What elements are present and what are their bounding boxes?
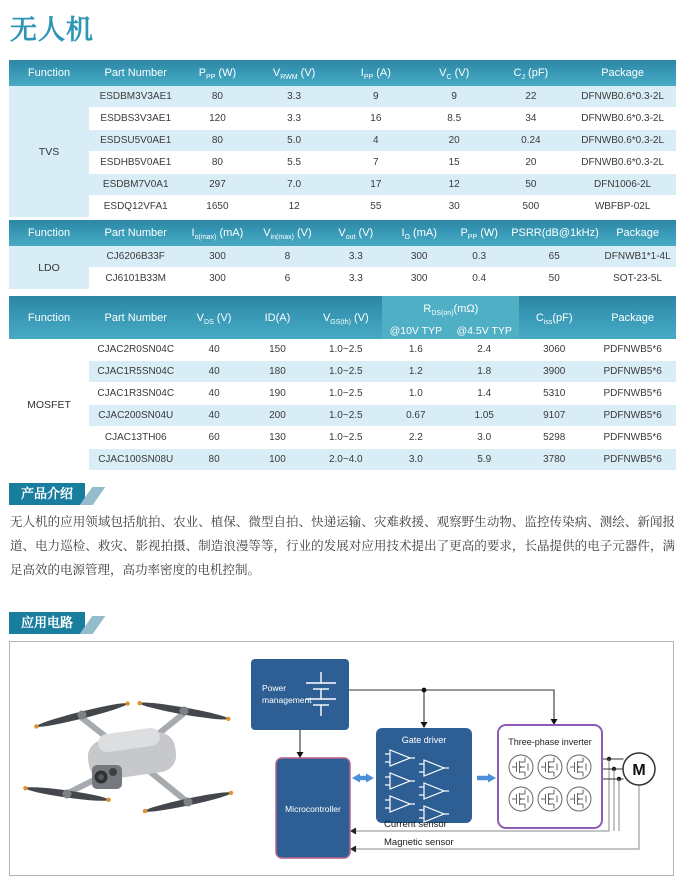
cell: 5298 (519, 427, 589, 449)
table-row (9, 196, 676, 218)
cell: 0.67 (382, 405, 449, 427)
table-row (9, 383, 676, 405)
ldo-header-row (9, 220, 676, 246)
function-cell-mosfet: MOSFET (9, 339, 89, 471)
cell: 120 (182, 108, 252, 130)
col-header-part-number: Part Number (89, 296, 182, 339)
cell: 12 (416, 174, 493, 196)
cell: 1.0~2.5 (309, 361, 382, 383)
inverter-label: Three-phase inverter (508, 737, 592, 748)
cell: 6 (252, 268, 322, 290)
col-header-ppp: $P_{PP}$ (W) (182, 60, 252, 86)
mosfet-table (9, 296, 676, 471)
ldo-table (9, 220, 676, 290)
inverter-block (498, 725, 602, 828)
cell: CJAC1R5SN04C (89, 361, 182, 383)
cell: 15 (416, 152, 493, 174)
col-header-package: Package (569, 60, 676, 86)
table-row (9, 86, 676, 108)
col-header-io: $I_O$ (mA) (389, 220, 449, 246)
col-header-function: Function (9, 220, 89, 246)
cell: ESDBS3V3AE1 (89, 108, 182, 130)
cell: 7.0 (252, 174, 335, 196)
col-header-function: Function (9, 296, 89, 339)
cell: 3060 (519, 339, 589, 361)
cell: 3.3 (322, 268, 389, 290)
circuit-section-badge: 应用电路 (9, 612, 85, 634)
cell: 1.0~2.5 (309, 383, 382, 405)
cell: 5.0 (252, 130, 335, 152)
power-label-line2: management (262, 695, 312, 706)
cell: CJAC13TH06 (89, 427, 182, 449)
cell: 1.0~2.5 (309, 339, 382, 361)
cell: 5.5 (252, 152, 335, 174)
table-row (9, 130, 676, 152)
cell: ESDBM3V3AE1 (89, 86, 182, 108)
cell: 3.0 (449, 427, 519, 449)
col-header-psrr: PSRR(dB@1kHz) (509, 220, 599, 246)
cell: 80 (182, 86, 252, 108)
gate-driver-label: Gate driver (401, 735, 447, 746)
cell: 300 (182, 246, 252, 268)
cell: 5.9 (449, 449, 519, 471)
cell: 3780 (519, 449, 589, 471)
col-header-function: Function (9, 60, 89, 86)
cell: DFNWB0.6*0.3-2L (569, 86, 676, 108)
cell: SOT-23-5L (599, 268, 676, 290)
col-header-vds: $V_{DS}$ (V) (182, 296, 245, 339)
col-header-vrwm: $V_{RWM}$ (V) (252, 60, 335, 86)
cell: 3.3 (252, 86, 335, 108)
col-header-ciss: $C_{iss}(pF)$ (519, 296, 589, 339)
phase-wires (602, 759, 624, 779)
cell: 1.05 (449, 405, 519, 427)
table-row (9, 405, 676, 427)
cell: 2.4 (449, 339, 519, 361)
cell: 80 (182, 449, 245, 471)
tvs-table (9, 60, 676, 218)
cell: 200 (246, 405, 309, 427)
camera-gimbal (92, 765, 122, 789)
cell: 3.3 (252, 108, 335, 130)
drone-image (23, 700, 233, 815)
cell: 2.0~4.0 (309, 449, 382, 471)
table-row (9, 339, 676, 361)
cell: 50 (509, 268, 599, 290)
cell: 8.5 (416, 108, 493, 130)
cell: 2.2 (382, 427, 449, 449)
cell: 150 (246, 339, 309, 361)
cell: 1650 (182, 196, 252, 218)
cell: DFNWB0.6*0.3-2L (569, 108, 676, 130)
cell: CJAC1R3SN04C (89, 383, 182, 405)
cell: 130 (246, 427, 309, 449)
cell: 300 (389, 246, 449, 268)
cell: PDFNWB5*6 (589, 449, 676, 471)
cell: 60 (182, 427, 245, 449)
col-header-vgsth: $V_{GS(th)}$ (V) (309, 296, 382, 339)
cell: 9107 (519, 405, 589, 427)
cell: 12 (252, 196, 335, 218)
cell: DFNWB0.6*0.3-2L (569, 130, 676, 152)
cell: 55 (336, 196, 416, 218)
cell: 22 (493, 86, 570, 108)
microcontroller-label: Microcontroller (285, 804, 341, 815)
cell: 34 (493, 108, 570, 130)
table-row (9, 152, 676, 174)
cell: CJAC2R0SN04C (89, 339, 182, 361)
cell: 1.2 (382, 361, 449, 383)
motor-circle (623, 753, 655, 785)
cell: 80 (182, 152, 252, 174)
cell: 40 (182, 361, 245, 383)
cell: 1.4 (449, 383, 519, 405)
cell: 4 (336, 130, 416, 152)
cell: PDFNWB5*6 (589, 361, 676, 383)
col-header-10v-typ: @10V TYP (382, 322, 449, 339)
cell: PDFNWB5*6 (589, 383, 676, 405)
cell: 3.0 (382, 449, 449, 471)
intro-section (9, 483, 676, 582)
cell: 1.0 (382, 383, 449, 405)
cell: 9 (336, 86, 416, 108)
col-header-4v5-typ: @4.5V TYP (449, 322, 519, 339)
cell: 16 (336, 108, 416, 130)
cell: ESDHB5V0AE1 (89, 152, 182, 174)
col-header-ipp: $I_{PP}$ (A) (336, 60, 416, 86)
table-row (9, 246, 676, 268)
circuit-section (9, 612, 676, 876)
power-management-block (251, 659, 349, 730)
cell: 180 (246, 361, 309, 383)
cell: 1.0~2.5 (309, 427, 382, 449)
sensor-arrowheads (350, 828, 356, 853)
col-header-part-number: Part Number (89, 220, 182, 246)
magnetic-sensor-label: Magnetic sensor (384, 837, 454, 849)
microcontroller-block (276, 758, 350, 858)
page-title: 无人机 (10, 15, 94, 45)
cell: 297 (182, 174, 252, 196)
cell: ESDSU5V0AE1 (89, 130, 182, 152)
cell: 1.6 (382, 339, 449, 361)
cell: DFNWB1*1-4L (599, 246, 676, 268)
gate-driver-block (376, 728, 472, 823)
cell: CJ6101B33M (89, 268, 182, 290)
cell: 20 (416, 130, 493, 152)
table-row (9, 449, 676, 471)
cell: 3900 (519, 361, 589, 383)
cell: 100 (246, 449, 309, 471)
cell: 500 (493, 196, 570, 218)
cell: 0.4 (449, 268, 509, 290)
cell: 40 (182, 383, 245, 405)
cell: DFNWB0.6*0.3-2L (569, 152, 676, 174)
cell: 40 (182, 405, 245, 427)
cell: 190 (246, 383, 309, 405)
cell: 5310 (519, 383, 589, 405)
cell: 40 (182, 339, 245, 361)
function-cell-tvs: TVS (9, 86, 89, 218)
table-row (9, 268, 676, 290)
table-row (9, 108, 676, 130)
col-header-package: Package (599, 220, 676, 246)
cell: 65 (509, 246, 599, 268)
cell: ESDQ12VFA1 (89, 196, 182, 218)
cell: 20 (493, 152, 570, 174)
cell: 80 (182, 130, 252, 152)
cell: WBFBP-02L (569, 196, 676, 218)
current-sensor-label: Current sensor (384, 819, 447, 831)
cell: ESDBM7V0A1 (89, 174, 182, 196)
cell: 50 (493, 174, 570, 196)
application-circuit-diagram (9, 641, 674, 876)
intro-section-badge: 产品介绍 (9, 483, 85, 505)
cell: CJ6206B33F (89, 246, 182, 268)
table-row (9, 427, 676, 449)
tvs-header-row (9, 60, 676, 86)
cell: PDFNWB5*6 (589, 339, 676, 361)
col-header-vinmax: $V_{in(max)}$ (V) (252, 220, 322, 246)
col-header-rdson: $R_{DS(on)}(m\Omega)$ (382, 296, 519, 322)
cell: CJAC100SN08U (89, 449, 182, 471)
cell: 300 (389, 268, 449, 290)
table-row (9, 174, 676, 196)
col-header-id: ID(A) (246, 296, 309, 339)
col-header-vc: $V_C$ (V) (416, 60, 493, 86)
table-row (9, 361, 676, 383)
function-cell-ldo: LDO (9, 246, 89, 290)
cell: PDFNWB5*6 (589, 405, 676, 427)
col-header-ppp: $P_{PP}$ (W) (449, 220, 509, 246)
col-header-cj: $C_J$ (pF) (493, 60, 570, 86)
cell: 17 (336, 174, 416, 196)
col-header-iomax: $I_{o(max)}$ (mA) (182, 220, 252, 246)
cell: 300 (182, 268, 252, 290)
cell: 3.3 (322, 246, 389, 268)
power-label-line1: Power (262, 683, 287, 694)
cell: 1.8 (449, 361, 519, 383)
cell: 0.3 (449, 246, 509, 268)
col-header-package: Package (589, 296, 676, 339)
col-header-vout: $V_{out}$ (V) (322, 220, 389, 246)
circuit-svg (10, 642, 673, 873)
cell: 30 (416, 196, 493, 218)
mosfet-header-row (9, 296, 676, 322)
cell: 9 (416, 86, 493, 108)
motor-label: M (632, 762, 646, 780)
cell: 7 (336, 152, 416, 174)
cell: 8 (252, 246, 322, 268)
cell: DFN1006-2L (569, 174, 676, 196)
cell: PDFNWB5*6 (589, 427, 676, 449)
cell: 0.24 (493, 130, 570, 152)
cell: CJAC200SN04U (89, 405, 182, 427)
intro-text: 无人机的应用领域包括航拍、农业、植保、微型自拍、快递运输、灾难救援、观察野生动物、监控传染病、测绘、新闻报道、电力巡检、救灾、影视拍摄、制造浪漫等等，行业的发展对应用技术提出了更高的要求，长晶提供的电子元器件，满足高效的电源管理，高功率密度的电机控制。 (10, 515, 675, 577)
cell: 1.0~2.5 (309, 405, 382, 427)
col-header-part-number: Part Number (89, 60, 182, 86)
